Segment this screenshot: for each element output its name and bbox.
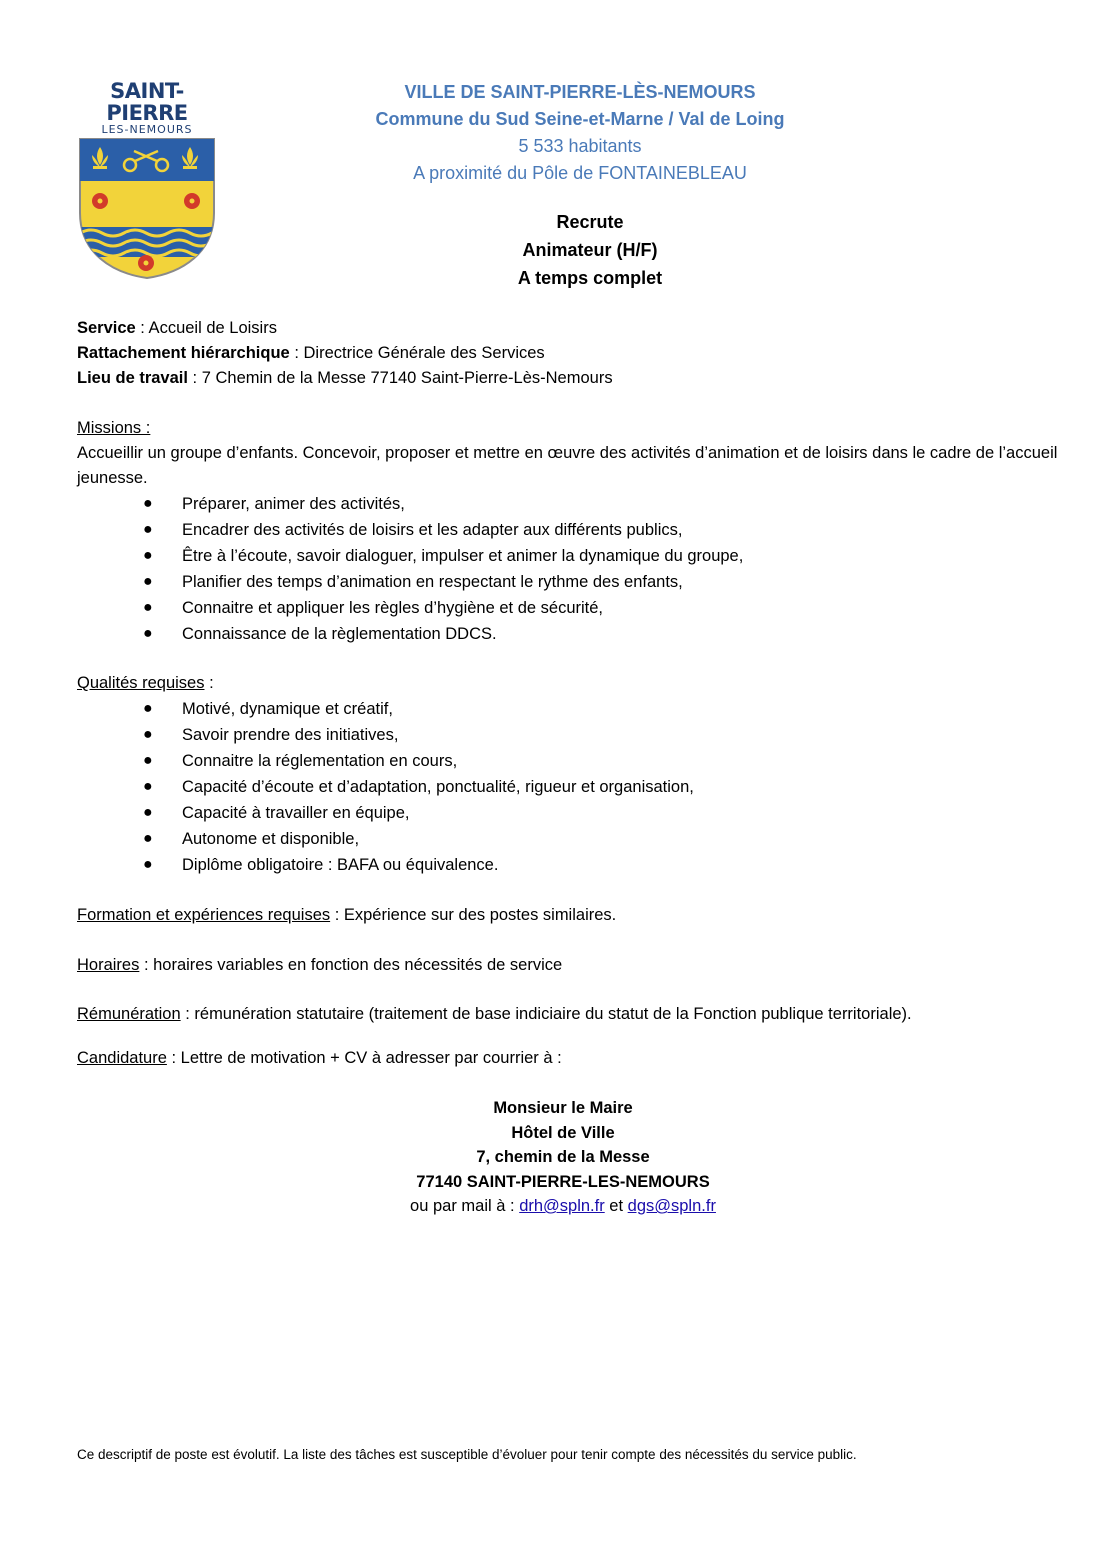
list-item: ● Connaitre la réglementation en cours, [77,748,1067,774]
header-proximity: A proximité du Pôle de FONTAINEBLEAU [413,163,747,183]
formation-value: : Expérience sur des postes similaires. [330,906,617,924]
logo-text-line1: SAINT-PIERRE [106,79,188,125]
rattachement-line [77,341,1067,366]
qualites-list [77,696,1067,878]
logo-text-line2: LES-NEMOURS [101,123,193,136]
header-commune: Commune du Sud Seine-et-Marne / Val de Loing [375,109,785,129]
missions-list [77,491,1067,647]
list-item: ● Capacité à travailler en équipe, [77,800,1067,826]
rattachement-value: : Directrice Générale des Services [289,344,545,362]
address-street: 7, chemin de la Messe [476,1148,650,1166]
list-item: ● Planifier des temps d’animation en respectant le rythme des enfants, [77,569,1067,595]
job-title-block [380,208,800,292]
bullet-icon: ● [143,778,153,795]
list-item: ● Être à l’écoute, savoir dialoguer, impulser et animer la dynamique du groupe, [77,543,1067,569]
list-item: ● Préparer, animer des activités, [77,491,1067,517]
candidature-value: : Lettre de motivation + CV à adresser par courrier à : [166,1049,562,1067]
candidature-label: Candidature [77,1049,167,1067]
bullet-icon: ● [143,599,153,616]
bullet-icon: ● [143,573,153,590]
horaires-line [77,953,1067,978]
header-population: 5 533 habitants [518,136,642,156]
bullet-icon: ● [143,700,153,717]
bullet-icon: ● [143,856,153,873]
list-item: ● Autonome et disponible, [77,826,1067,852]
bullet-icon: ● [143,830,153,847]
list-item: ● Connaitre et appliquer les règles d’hygiène et de sécurité, [77,595,1067,621]
list-item: ● Encadrer des activités de loisirs et les adapter aux différents publics, [77,517,1067,543]
bullet-icon: ● [143,625,153,642]
footer-note: Ce descriptif de poste est évolutif. La liste des tâches est susceptible d’évoluer pour tenir compte des nécessités du service public. [77,1447,857,1462]
address-building: Hôtel de Ville [511,1123,615,1142]
postal-address [300,1096,826,1219]
service-label: Service [77,319,136,337]
town-logo [74,80,220,258]
formation-label: Formation et expériences requises [77,906,331,924]
missions-heading: Missions : [77,419,151,437]
horaires-value: : horaires variables en fonction des nécessités de service [139,956,563,974]
list-item: ● Diplôme obligatoire : BAFA ou équivalence. [77,852,1067,878]
recrute-heading: Recrute [556,212,624,232]
address-recipient: Monsieur le Maire [493,1099,633,1117]
candidature-line [77,1046,1067,1071]
missions-section [77,416,1067,647]
remuneration-line [77,1002,1067,1027]
coat-of-arms-icon [74,135,220,280]
missions-intro: Accueillir un groupe d’enfants. Concevoir, proposer et mettre en œuvre des activités d’animation et de loisirs dans le cadre de l’accueil jeunesse. [77,444,1058,487]
qualites-heading-line: Qualités requises : [77,674,214,692]
job-info [77,316,1067,391]
qualites-section [77,671,1067,878]
bullet-icon: ● [143,521,153,538]
rattachement-label: Rattachement hiérarchique [77,344,290,362]
bullet-icon: ● [143,752,153,769]
bullet-icon: ● [143,495,153,512]
bullet-icon: ● [143,804,153,821]
lieu-value: : 7 Chemin de la Messe 77140 Saint-Pierre-Lès-Nemours [187,369,613,387]
service-line [77,316,1067,341]
bullet-icon: ● [143,547,153,564]
horaires-label: Horaires [77,956,140,974]
job-time: A temps complet [517,268,663,288]
lieu-label: Lieu de travail [77,369,188,387]
bullet-icon: ● [143,726,153,743]
list-item: ● Savoir prendre des initiatives, [77,722,1067,748]
formation-line [77,903,1067,928]
lieu-line [77,366,1067,391]
email-line: ou par mail à : drh@spln.fr et dgs@spln.fr [410,1197,716,1215]
list-item: ● Connaissance de la règlementation DDCS. [77,621,1067,647]
service-value: : Accueil de Loisirs [135,319,277,337]
address-city: 77140 SAINT-PIERRE-LES-NEMOURS [416,1172,710,1191]
remuneration-value: : rémunération statutaire (traitement de base indiciaire du statut de la Fonction publique territoriale). [180,1005,912,1023]
remuneration-label: Rémunération [77,1005,181,1023]
qualites-heading: Qualités requises [77,674,205,692]
email-link-dgs[interactable]: dgs@spln.fr [627,1197,716,1215]
list-item: ● Motivé, dynamique et créatif, [77,696,1067,722]
header-town-name: VILLE DE SAINT-PIERRE-LÈS-NEMOURS [404,82,756,102]
list-item: ● Capacité d’écoute et d’adaptation, ponctualité, rigueur et organisation, [77,774,1067,800]
email-link-drh[interactable]: drh@spln.fr [519,1197,605,1215]
job-title: Animateur (H/F) [522,240,658,260]
document-header [300,79,860,187]
